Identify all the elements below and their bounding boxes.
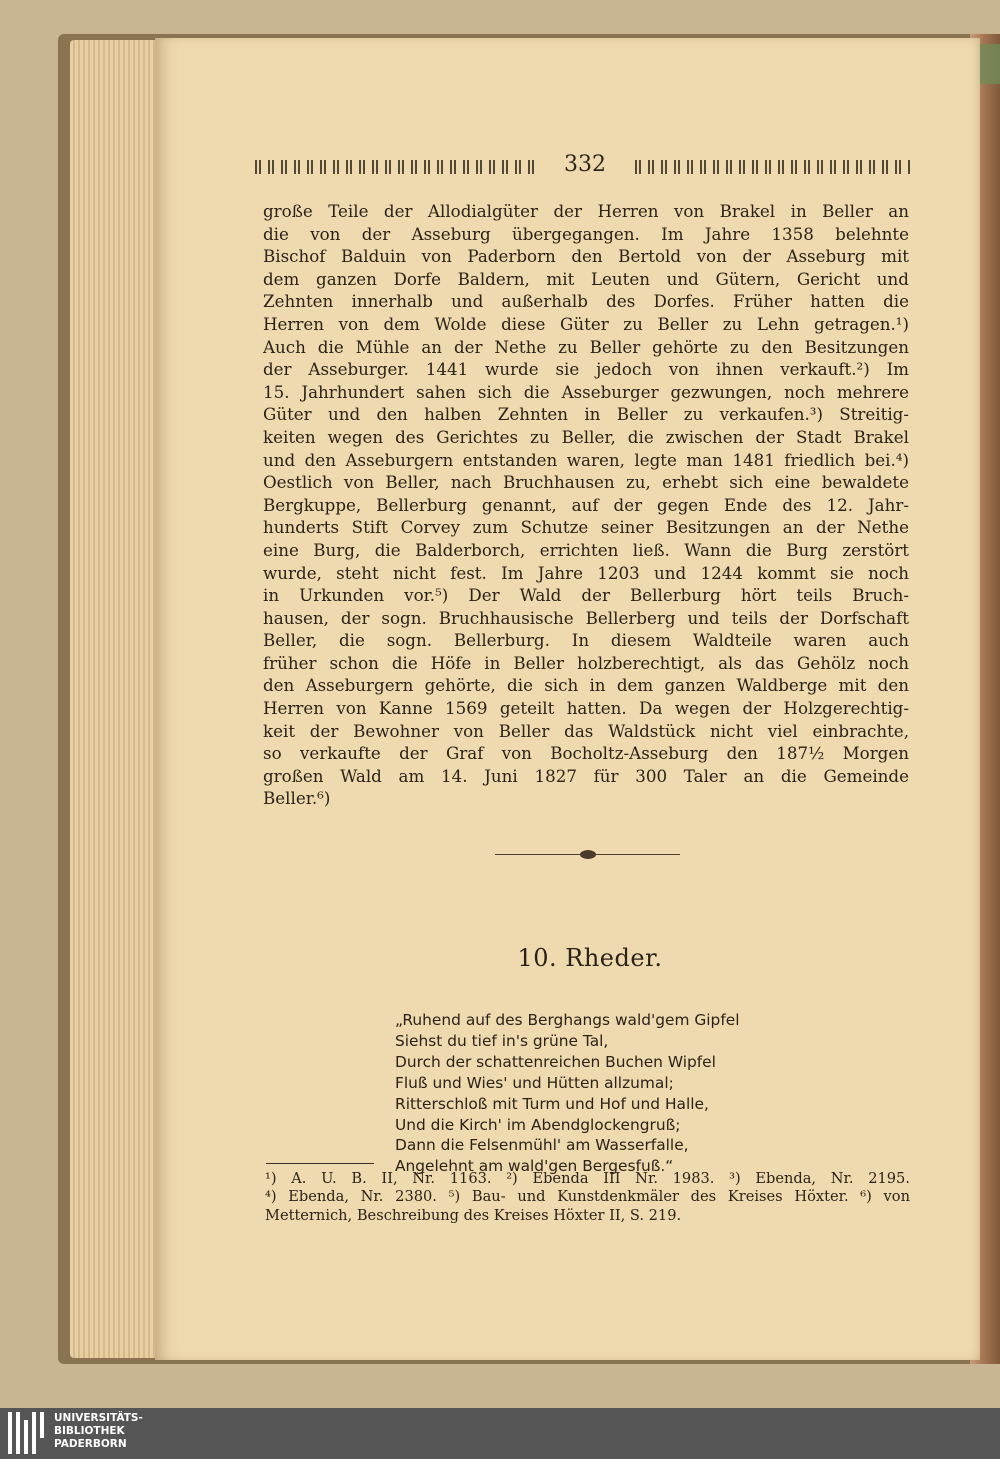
footnotes	[265, 1170, 910, 1225]
library-name-line: PADERBORN	[54, 1438, 127, 1450]
footnote-line: ⁴) Ebenda, Nr. 2380. ⁵) Bau- und Kunstdenkmäler des Kreises Höxter. ⁶) von	[265, 1188, 910, 1206]
body-line: eine Burg, die Balderborch, errichten ließ. Wann die Burg zerstört	[263, 539, 909, 560]
body-line: Bergkuppe, Bellerburg genannt, auf der gegen Ende des 12. Jahr-	[263, 494, 909, 515]
body-line: Beller, die sogn. Bellerburg. In diesem Waldteile waren auch	[263, 630, 909, 651]
poem-line: Siehst du tief in's grüne Tal,	[395, 1031, 609, 1050]
body-line: Oestlich von Beller, nach Bruchhausen zu, erhebt sich eine bewaldete	[263, 472, 909, 493]
library-name-line: UNIVERSITÄTS-	[54, 1412, 143, 1424]
poem	[395, 1010, 815, 1177]
poem-line: Angelehnt am wald'gen Bergesfuß.“	[395, 1157, 674, 1176]
divider-ornament-icon	[580, 850, 596, 859]
section-title: 10. Rheder.	[517, 944, 663, 972]
body-line: dem ganzen Dorfe Baldern, mit Leuten und Gütern, Gericht und	[263, 268, 909, 289]
body-line: hunderts Stift Corvey zum Schutze seiner Besitzungen an der Nethe	[263, 517, 909, 538]
footnote-line: Metternich, Beschreibung des Kreises Höxter II, S. 219.	[265, 1206, 682, 1224]
poem-line: Und die Kirch' im Abendglockengruß;	[395, 1115, 681, 1134]
body-line: so verkaufte der Graf von Bocholtz-Asseburg den 187½ Morgen	[263, 743, 909, 764]
body-line: große Teile der Allodialgüter der Herren von Brakel in Beller an	[263, 201, 909, 221]
section-divider	[495, 849, 680, 861]
header-ornament-left	[255, 160, 535, 174]
body-line: 15. Jahrhundert sahen sich die Asseburger gezwungen, noch mehrere	[263, 381, 909, 402]
body-line: Herren von Kanne 1569 geteilt hatten. Da wegen der Holzgerechtig-	[263, 698, 909, 719]
library-name-line: BIBLIOTHEK	[54, 1425, 125, 1437]
poem-line: Ritterschloß mit Turm und Hof und Halle,	[395, 1094, 709, 1113]
body-line: Auch die Mühle an der Nethe zu Beller gehörte zu den Besitzungen	[263, 336, 909, 357]
library-logo-icon	[8, 1412, 48, 1454]
body-line: Beller.⁶)	[263, 788, 331, 809]
body-line: wurde, steht nicht fest. Im Jahre 1203 und 1244 kommt sie noch	[263, 562, 909, 583]
header-ornament-right	[635, 160, 910, 174]
body-line: Zehnten innerhalb und außerhalb des Dorfes. Früher hatten die	[263, 291, 909, 312]
library-footer	[0, 1408, 1000, 1459]
body-line: und den Asseburgern entstanden waren, legte man 1481 friedlich bei.⁴)	[263, 449, 909, 470]
footnote-line: ¹) A. U. B. II, Nr. 1163. ²) Ebenda III Nr. 1983. ³) Ebenda, Nr. 2195.	[265, 1170, 910, 1187]
poem-line: Durch der schattenreichen Buchen Wipfel	[395, 1052, 716, 1071]
library-name	[54, 1412, 143, 1451]
body-line: früher schon die Höfe in Beller holzberechtigt, als das Gehölz noch	[263, 652, 909, 673]
body-line: hausen, der sogn. Bruchhausische Bellerberg und teils der Dorfschaft	[263, 607, 909, 628]
body-line: in Urkunden vor.⁵) Der Wald der Bellerburg hört teils Bruch-	[263, 585, 909, 606]
body-line: Güter und den halben Zehnten in Beller zu verkaufen.³) Streitig-	[263, 404, 909, 425]
body-line: die von der Asseburg übergegangen. Im Jahre 1358 belehnte	[263, 223, 909, 244]
body-line: keit der Bewohner von Beller das Waldstück nicht viel einbrachte,	[263, 720, 909, 741]
page-number: 332	[564, 152, 606, 177]
poem-line: Dann die Felsenmühl' am Wasserfalle,	[395, 1136, 689, 1155]
body-line: keiten wegen des Gerichtes zu Beller, die zwischen der Stadt Brakel	[263, 426, 909, 447]
body-text	[263, 200, 909, 810]
body-line: der Asseburger. 1441 wurde sie jedoch von ihnen verkauft.²) Im	[263, 359, 909, 380]
footnote-rule	[266, 1163, 374, 1164]
body-line: den Asseburgern gehörte, die sich in dem ganzen Waldberge mit den	[263, 675, 909, 696]
body-line: Herren von dem Wolde diese Güter zu Beller zu Lehn getragen.¹)	[263, 313, 909, 334]
poem-line: Fluß und Wies' und Hütten allzumal;	[395, 1073, 674, 1092]
poem-line: „Ruhend auf des Berghangs wald'gem Gipfel	[395, 1011, 740, 1029]
running-header	[255, 152, 910, 180]
body-line: Bischof Balduin von Paderborn den Bertold von der Asseburg mit	[263, 246, 909, 267]
body-line: großen Wald am 14. Juni 1827 für 300 Taler an die Gemeinde	[263, 765, 909, 786]
